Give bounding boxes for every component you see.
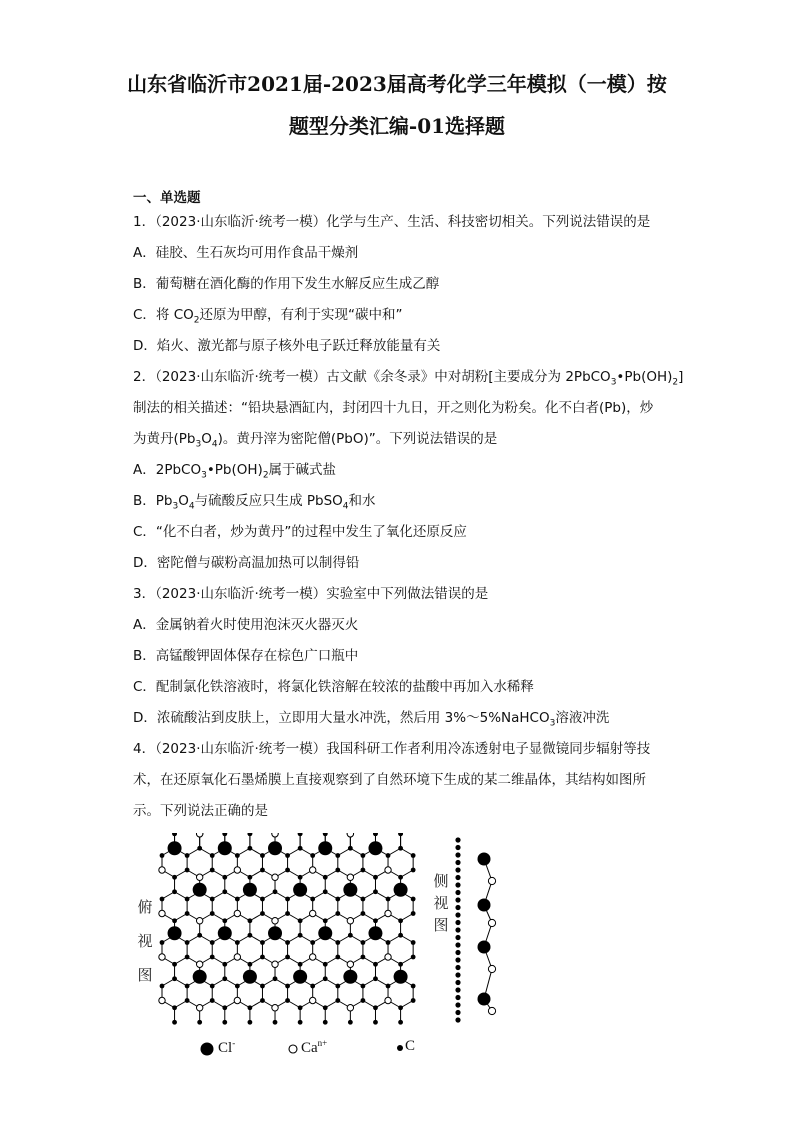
- c-atom: [398, 1005, 403, 1010]
- c-atom: [197, 933, 202, 938]
- c-atom: [323, 962, 328, 967]
- c-atom: [210, 955, 215, 960]
- c-atom: [323, 833, 328, 836]
- ca-atom: [385, 997, 391, 1003]
- c-atom: [323, 889, 328, 894]
- c-atom: [185, 868, 190, 873]
- c-atom: [335, 998, 340, 1003]
- c-atom: [310, 940, 315, 945]
- cl-atom: [193, 970, 207, 984]
- c-atom: [185, 955, 190, 960]
- document-title-line2: 题型分类汇编-01选择题: [288, 114, 506, 138]
- side-c-atom: [455, 845, 460, 850]
- c-atom: [335, 853, 340, 858]
- c-atom: [260, 868, 265, 873]
- side-c-atom: [455, 1010, 460, 1015]
- side-c-atom: [455, 972, 460, 977]
- legend-ca-marker: [287, 1043, 299, 1055]
- c-atom: [222, 1005, 227, 1010]
- legend-cl-label: Cl-: [218, 1038, 236, 1056]
- q1-option-d: D．焰火、激光都与原子核外电子跃迁释放能量有关: [133, 338, 441, 354]
- c-atom: [260, 911, 265, 916]
- c-atom: [398, 933, 403, 938]
- c-atom: [160, 853, 165, 858]
- ca-atom: [234, 867, 240, 873]
- c-atom: [298, 933, 303, 938]
- cl-atom: [168, 926, 182, 940]
- c-atom: [298, 962, 303, 967]
- ca-atom: [234, 954, 240, 960]
- cl-atom: [218, 926, 232, 940]
- c-atom: [222, 962, 227, 967]
- legend-ca-label: $Ca^{n+}$: [301, 1038, 328, 1056]
- c-atom: [210, 940, 215, 945]
- cl-atom: [218, 841, 232, 855]
- ca-atom: [272, 874, 278, 880]
- c-atom: [197, 1020, 202, 1025]
- cl-atom: [368, 841, 382, 855]
- ca-atom: [234, 997, 240, 1003]
- top-view-lattice: [158, 833, 420, 1028]
- side-c-atom: [455, 860, 460, 865]
- cl-atom: [243, 970, 257, 984]
- q3-option-b: B．高锰酸钾固体保存在棕色广口瓶中: [133, 648, 359, 664]
- ca-atom: [347, 874, 353, 880]
- c-atom: [348, 933, 353, 938]
- legend-c-label: C: [405, 1038, 416, 1054]
- c-atom: [160, 897, 165, 902]
- c-atom: [172, 962, 177, 967]
- c-atom: [160, 984, 165, 989]
- c-atom: [386, 984, 391, 989]
- side-c-atom: [455, 920, 460, 925]
- c-atom: [335, 940, 340, 945]
- side-cl-atom: [478, 899, 491, 912]
- ca-atom: [309, 867, 315, 873]
- c-atom: [248, 1020, 253, 1025]
- ca-atom: [159, 954, 165, 960]
- c-atom: [348, 846, 353, 851]
- document-title-line1: 山东省临沂市2021届-2023届高考化学三年模拟（一模）按: [127, 72, 667, 96]
- c-atom: [361, 940, 366, 945]
- c-atom: [298, 1020, 303, 1025]
- cl-atom: [394, 970, 408, 984]
- c-atom: [398, 875, 403, 880]
- side-ca-atom: [488, 1007, 495, 1014]
- c-atom: [411, 940, 416, 945]
- c-atom: [210, 897, 215, 902]
- side-c-atom: [455, 1002, 460, 1007]
- cl-atom: [343, 883, 357, 897]
- side-cl-atom: [478, 993, 491, 1006]
- ca-atom: [196, 833, 202, 837]
- side-c-atom: [455, 995, 460, 1000]
- c-atom: [172, 889, 177, 894]
- c-atom: [210, 984, 215, 989]
- c-atom: [373, 889, 378, 894]
- c-atom: [248, 933, 253, 938]
- q3-option-c: C．配制氯化铁溶液时，将氯化铁溶解在较浓的盐酸中再加入水稀释: [133, 679, 534, 695]
- c-atom: [260, 897, 265, 902]
- c-atom: [285, 911, 290, 916]
- legend-cl-marker: [199, 1041, 215, 1057]
- c-atom: [172, 1005, 177, 1010]
- c-atom: [185, 998, 190, 1003]
- c-atom: [222, 918, 227, 923]
- c-atom: [335, 868, 340, 873]
- c-atom: [411, 868, 416, 873]
- q3-option-d: D．浓硫酸沾到皮肤上，立即用大量水冲洗，然后用 3%～5%NaHCO$_3$溶液冲洗: [133, 710, 610, 729]
- ca-atom: [272, 918, 278, 924]
- c-atom: [248, 1005, 253, 1010]
- c-atom: [298, 1005, 303, 1010]
- side-c-atom: [455, 987, 460, 992]
- ca-atom: [196, 961, 202, 967]
- c-atom: [235, 897, 240, 902]
- c-atom: [310, 897, 315, 902]
- c-atom: [222, 1020, 227, 1025]
- q2-stem-line2: 制法的相关描述：“铅块悬酒缸内，封闭四十九日，开之则化为粉矣。化不白者(Pb)，炒: [133, 400, 654, 416]
- side-ca-atom: [488, 965, 495, 972]
- side-c-atom: [455, 882, 460, 887]
- side-c-atom: [455, 875, 460, 880]
- ca-atom: [347, 833, 353, 837]
- ca-atom: [347, 961, 353, 967]
- ca-atom: [272, 961, 278, 967]
- c-atom: [411, 897, 416, 902]
- c-atom: [386, 897, 391, 902]
- c-atom: [285, 998, 290, 1003]
- c-atom: [235, 853, 240, 858]
- c-atom: [172, 833, 177, 836]
- side-c-atom: [455, 980, 460, 985]
- c-atom: [172, 918, 177, 923]
- side-c-atom: [455, 957, 460, 962]
- side-c-atom: [455, 852, 460, 857]
- ca-atom: [159, 910, 165, 916]
- c-atom: [260, 940, 265, 945]
- c-atom: [323, 976, 328, 981]
- c-atom: [310, 853, 315, 858]
- q2-option-d: D．密陀僧与碳粉高温加热可以制得铅: [133, 555, 360, 571]
- ca-atom: [347, 1005, 353, 1011]
- side-c-atom: [455, 927, 460, 932]
- c-atom: [298, 875, 303, 880]
- c-atom: [260, 853, 265, 858]
- cl-atom: [268, 841, 282, 855]
- c-atom: [273, 1020, 278, 1025]
- c-atom: [361, 911, 366, 916]
- c-atom: [361, 998, 366, 1003]
- c-atom: [373, 833, 378, 836]
- c-atom: [222, 976, 227, 981]
- c-atom: [361, 955, 366, 960]
- ca-atom: [159, 997, 165, 1003]
- q2-stem-line1: 2．（2023·山东临沂·统考一模）古文献《余冬录》中对胡粉[主要成分为 $2PbCO_3•Pb(OH)_2$]: [133, 369, 684, 388]
- q1-stem: 1．（2023·山东临沂·统考一模）化学与生产、生活、科技密切相关。下列说法错误的是: [133, 214, 651, 230]
- c-atom: [248, 846, 253, 851]
- ca-atom: [309, 910, 315, 916]
- c-atom: [185, 853, 190, 858]
- c-atom: [185, 984, 190, 989]
- c-atom: [298, 846, 303, 851]
- c-atom: [323, 875, 328, 880]
- side-c-atom: [455, 905, 460, 910]
- q1-option-b: B．葡萄糖在酒化酶的作用下发生水解反应生成乙醇: [133, 276, 440, 292]
- q4-stem-line2: 术，在还原氧化石墨烯膜上直接观察到了自然环境下生成的某二维晶体，其结构如图所: [133, 772, 646, 788]
- side-c-atom: [455, 867, 460, 872]
- ca-atom: [309, 954, 315, 960]
- cl-atom: [318, 926, 332, 940]
- c-atom: [172, 976, 177, 981]
- q1-option-a: A．硅胶、生石灰均可用作食品干燥剂: [133, 245, 359, 261]
- c-atom: [361, 897, 366, 902]
- side-c-atom: [455, 965, 460, 970]
- side-view-structure: [450, 835, 510, 1025]
- c-atom: [285, 897, 290, 902]
- c-atom: [172, 875, 177, 880]
- side-cl-atom: [478, 853, 491, 866]
- c-atom: [298, 833, 303, 836]
- side-c-atom: [455, 1017, 460, 1022]
- ca-atom: [196, 874, 202, 880]
- c-atom: [411, 984, 416, 989]
- c-atom: [285, 868, 290, 873]
- q3-option-a: A．金属钠着火时使用泡沫灭火器灭火: [133, 617, 359, 633]
- c-atom: [411, 911, 416, 916]
- c-atom: [348, 1020, 353, 1025]
- ca-atom: [196, 918, 202, 924]
- c-atom: [210, 853, 215, 858]
- c-atom: [398, 962, 403, 967]
- c-atom: [248, 833, 253, 836]
- side-ca-atom: [488, 877, 495, 884]
- c-atom: [260, 955, 265, 960]
- side-c-atom: [455, 897, 460, 902]
- ca-atom: [385, 867, 391, 873]
- c-atom: [285, 853, 290, 858]
- cl-atom: [368, 926, 382, 940]
- c-atom: [235, 984, 240, 989]
- cl-atom: [168, 841, 182, 855]
- c-atom: [285, 940, 290, 945]
- q2-stem-line3: 为黄丹$(Pb_3O_4)$。黄丹滓为密陀僧(PbO)”。下列说法错误的是: [133, 431, 498, 450]
- c-atom: [273, 976, 278, 981]
- c-atom: [398, 918, 403, 923]
- c-atom: [310, 984, 315, 989]
- c-atom: [210, 998, 215, 1003]
- c-atom: [335, 955, 340, 960]
- c-atom: [373, 875, 378, 880]
- c-atom: [185, 897, 190, 902]
- top-view-label: 俯 视 图: [137, 898, 153, 984]
- c-atom: [398, 1020, 403, 1025]
- c-atom: [411, 853, 416, 858]
- c-atom: [373, 918, 378, 923]
- c-atom: [398, 833, 403, 836]
- c-atom: [398, 846, 403, 851]
- c-atom: [411, 955, 416, 960]
- side-c-atom: [455, 942, 460, 947]
- cl-atom: [343, 970, 357, 984]
- c-atom: [248, 875, 253, 880]
- c-atom: [260, 984, 265, 989]
- cl-atom: [243, 883, 257, 897]
- c-atom: [298, 918, 303, 923]
- c-atom: [361, 984, 366, 989]
- c-atom: [335, 911, 340, 916]
- c-atom: [210, 911, 215, 916]
- ca-atom: [272, 1005, 278, 1011]
- side-c-atom: [455, 950, 460, 955]
- section-heading: 一、单选题: [133, 190, 201, 206]
- c-atom: [222, 875, 227, 880]
- c-atom: [185, 940, 190, 945]
- c-atom: [361, 868, 366, 873]
- q2-option-a: A．$2PbCO_3•Pb(OH)_2$属于碱式盐: [133, 462, 337, 481]
- c-atom: [210, 868, 215, 873]
- c-atom: [323, 1020, 328, 1025]
- c-atom: [248, 962, 253, 967]
- c-atom: [373, 1005, 378, 1010]
- c-atom: [185, 911, 190, 916]
- ca-atom: [385, 954, 391, 960]
- cl-atom: [268, 926, 282, 940]
- c-atom: [323, 1005, 328, 1010]
- q2-option-c: C．“化不白者，炒为黄丹”的过程中发生了氧化还原反应: [133, 524, 467, 540]
- c-atom: [335, 897, 340, 902]
- c-atom: [260, 998, 265, 1003]
- c-atom: [285, 984, 290, 989]
- cl-atom: [318, 841, 332, 855]
- c-atom: [361, 853, 366, 858]
- side-c-atom: [455, 890, 460, 895]
- c-atom: [172, 1020, 177, 1025]
- side-c-atom: [455, 935, 460, 940]
- q4-stem-line3: 示。下列说法正确的是: [133, 803, 268, 819]
- q1-option-c: C．将 $CO_2$还原为甲醇，有利于实现“碳中和”: [133, 307, 403, 326]
- c-atom: [160, 940, 165, 945]
- cl-atom: [193, 883, 207, 897]
- side-ca-atom: [488, 919, 495, 926]
- cl-atom: [293, 970, 307, 984]
- q3-stem: 3．（2023·山东临沂·统考一模）实验室中下列做法错误的是: [133, 586, 489, 602]
- c-atom: [323, 918, 328, 923]
- side-c-atom: [455, 837, 460, 842]
- c-atom: [335, 984, 340, 989]
- ca-atom: [159, 867, 165, 873]
- ca-atom: [234, 910, 240, 916]
- c-atom: [235, 940, 240, 945]
- legend-c-marker: [395, 1043, 405, 1053]
- c-atom: [373, 962, 378, 967]
- c-atom: [285, 955, 290, 960]
- c-atom: [248, 918, 253, 923]
- c-atom: [411, 998, 416, 1003]
- c-atom: [386, 853, 391, 858]
- ca-atom: [272, 833, 278, 837]
- side-view-label: 侧 视 图: [433, 872, 449, 934]
- c-atom: [386, 940, 391, 945]
- cl-atom: [394, 883, 408, 897]
- c-atom: [222, 833, 227, 836]
- ca-atom: [309, 997, 315, 1003]
- side-c-atom: [455, 912, 460, 917]
- side-cl-atom: [478, 941, 491, 954]
- q4-stem-line1: 4．（2023·山东临沂·统考一模）我国科研工作者利用冷冻透射电子显微镜同步辐射等技: [133, 741, 651, 757]
- c-atom: [273, 889, 278, 894]
- ca-atom: [385, 910, 391, 916]
- c-atom: [373, 1020, 378, 1025]
- c-atom: [222, 889, 227, 894]
- c-atom: [197, 846, 202, 851]
- ca-atom: [347, 918, 353, 924]
- c-atom: [373, 976, 378, 981]
- ca-atom: [196, 1005, 202, 1011]
- cl-atom: [293, 883, 307, 897]
- q2-option-b: B．$Pb_3O_4$与硫酸反应只生成 PbSO$_4$和水: [133, 493, 376, 512]
